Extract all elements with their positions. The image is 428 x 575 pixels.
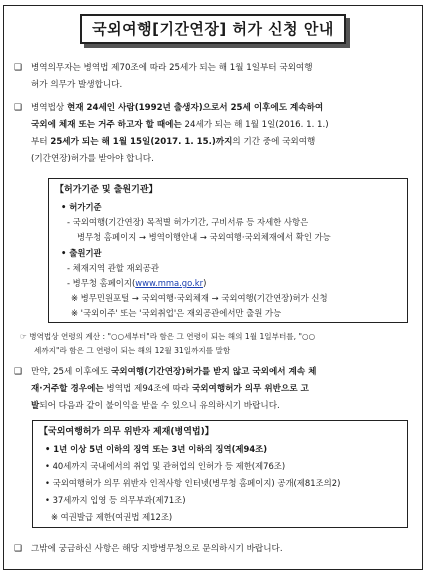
warning-bold-text: 발 [31,401,40,411]
sanction-item: • 국외여행허가 의무 위반자 인적사항 인터넷(병무청 홈페이지) 공개(제81조의2) [45,478,341,488]
square-bullet-icon: ❑ [14,103,23,113]
deadline-line-4: (기간연장)허가를 받아야 합니다. [31,154,154,164]
deadline-line-2 [31,117,412,134]
deadline-bold-text: 국외에 체재 또는 거주 하고자 할 때에는 [31,120,182,130]
criteria-line: - 국외여행(기간연장) 목적별 허가기간, 구비서류 등 자세한 사항은 [67,217,309,227]
deadline-line-3 [31,134,412,151]
warning-bold-text: 국외여행허가 의무 위반으로 고 [191,384,309,394]
warning-line-2 [31,381,412,398]
sanctions-heading: 【국외여행허가 의무 위반자 제재(병역법)】 [39,427,214,437]
warning-bold-text: 재·거주할 경우에는 [31,384,104,394]
criteria-line: 병무청 홈페이지 → 병역이행안내 → 국외여행·국외체재에서 확인 가능 [77,232,331,242]
square-bullet-icon: ❑ [14,63,23,73]
page-title: 국외여행[기간연장] 허가 신청 안내 [80,14,346,44]
sanction-item: • 1년 이상 5년 이하의 징역 또는 3년 이하의 징역(제94조) [45,444,268,454]
office-line [67,277,206,289]
warning-text: 만약, 25세 이후에도 [31,367,111,377]
sanction-item: ※ 여권발급 제한(여권법 제12조) [51,512,173,522]
square-bullet-icon: ❑ [14,367,23,377]
contact-line: 그밖에 궁금하신 사항은 해당 지방병무청으로 문의하시기 바랍니다. [31,544,283,554]
criteria-subheading: • 허가기준 [61,202,102,212]
mma-website-link[interactable]: www.mma.go.kr [135,278,204,288]
warning-line-3 [31,398,412,415]
office-text: - 병무청 홈페이지( [67,278,136,288]
warning-bold-text: 국외여행(기간연장)허가를 받지 않고 국외에서 계속 체 [110,367,317,377]
office-note: ※ '국외이주' 또는 '국외취업'은 재외공관에서만 출원 가능 [71,308,282,318]
obligation-line-1: 병역의무자는 병역법 제70조에 따라 25세가 되는 해 1월 1일부터 국외여행 [31,63,313,73]
age-calc-note [20,330,410,358]
section-contact [14,541,412,558]
section-penalty-warning [14,364,412,415]
obligation-line-2: 허가 의무가 발생합니다. [31,80,123,90]
sanctions-box [32,420,408,528]
age-note-text: 병역법상 연령의 계산 : "○○세부터"라 함은 그 연령이 되는 해의 1월 1일부터를, "○○ [29,332,316,341]
office-subheading: • 출원기관 [61,248,102,258]
criteria-box [48,178,408,323]
warning-line-1 [31,364,412,381]
age-note-line-1 [20,330,410,344]
office-text: ) [203,278,207,288]
warning-text: 병역법 제94조에 따라 [103,384,192,394]
deadline-bold-text: 25세가 되는 해 1월 15일(2017. 1. 15.)까지 [50,137,233,147]
deadline-line-1 [31,100,412,117]
pointing-hand-icon: ☞ [20,332,27,341]
criteria-heading: 【허가기준 및 출원기관】 [55,185,158,195]
age-note-line-2: 세까지"라 함은 그 연령이 되는 해의 12월 31일까지를 말함 [34,346,231,355]
warning-text: 되어 다음과 같이 불이익을 받을 수 있으니 유의하시기 바랍니다. [39,401,280,411]
office-note: ※ 병무민원포털 → 국외여행·국외체재 → 국외여행(기간연장)허가 신청 [71,293,328,303]
office-line: - 체재지역 관할 재외공관 [67,263,159,273]
square-bullet-icon: ❑ [14,544,23,554]
deadline-bold-text: 현재 24세인 사람(1992년 출생자)으로서 25세 이후에도 계속하여 [66,103,324,113]
sanction-item: • 40세까지 국내에서의 취업 및 관허업의 인허가 등 제한(제76조) [45,461,286,471]
section-deadline [14,100,412,168]
deadline-text: 병역법상 [31,103,67,113]
deadline-text: 부터 [31,137,51,147]
section-obligation [14,60,412,94]
sanction-item: • 37세까지 입영 등 의무부과(제71조) [45,495,186,505]
deadline-text: 24세가 되는 해 1월 1일(2016. 1. 1.) [181,120,329,130]
deadline-text: 의 기간 중에 국외여행 [232,137,316,147]
